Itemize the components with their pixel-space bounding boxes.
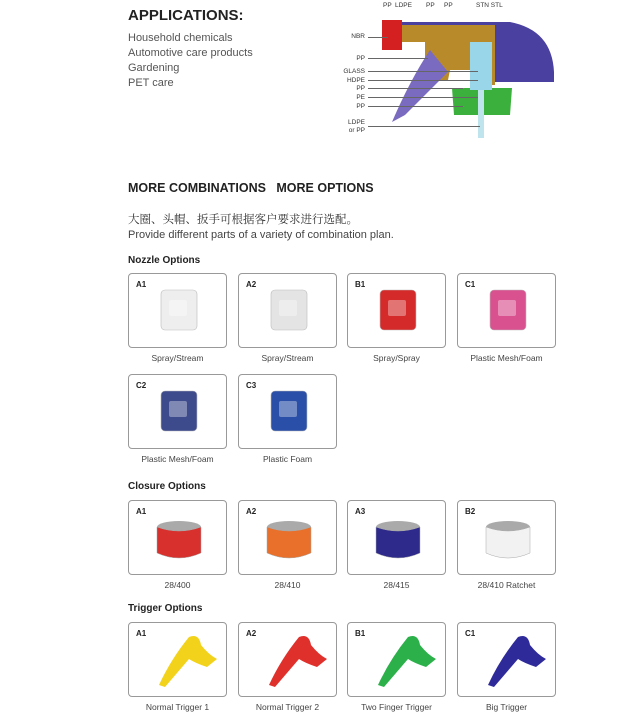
label-pp: PP — [383, 2, 392, 9]
label-ldpe: LDPE — [395, 2, 412, 9]
option-caption: 28/410 Ratchet — [477, 580, 536, 590]
label-or-pp: or PP — [348, 127, 365, 134]
description-chinese: 大圈、头帽、扳手可根据客户要求进行选配。 — [128, 212, 358, 226]
closure-options-title: Closure Options — [128, 481, 206, 492]
option-caption: Spray/Stream — [151, 353, 204, 363]
label-ldpe: LDPE — [348, 119, 365, 126]
option-caption: Normal Trigger 2 — [255, 702, 320, 712]
option-code: B2 — [465, 507, 476, 516]
option-code: A1 — [136, 629, 147, 638]
closure-option-card[interactable] — [347, 500, 446, 575]
trigger-option-card[interactable] — [128, 622, 227, 697]
label-stn-stl: STN STL — [476, 2, 503, 9]
option-code: A1 — [136, 280, 147, 289]
nozzle-option-card[interactable] — [347, 273, 446, 348]
application-item: PET care — [128, 77, 174, 89]
option-code: B1 — [355, 629, 366, 638]
nozzle-option-card[interactable] — [128, 273, 227, 348]
option-caption: Spray/Spray — [373, 353, 420, 363]
application-item: Household chemicals — [128, 32, 233, 44]
trigger-option-card[interactable] — [457, 622, 556, 697]
closure-option-card[interactable] — [128, 500, 227, 575]
applications-title: APPLICATIONS: — [128, 7, 244, 24]
option-caption: Plastic Mesh/Foam — [470, 353, 543, 363]
nozzle-option-card[interactable] — [238, 374, 337, 449]
option-code: C1 — [465, 280, 476, 289]
option-code: C2 — [136, 381, 147, 390]
option-caption: 28/400 — [164, 580, 191, 590]
option-caption: Normal Trigger 1 — [145, 702, 210, 712]
label-pe: PE — [356, 94, 365, 101]
option-code: A2 — [246, 629, 257, 638]
label-nbr: NBR — [351, 33, 365, 40]
closure-option-card[interactable] — [457, 500, 556, 575]
sprayer-cutaway-image — [330, 0, 570, 150]
option-code: A2 — [246, 507, 257, 516]
application-item: Gardening — [128, 62, 180, 74]
trigger-option-card[interactable] — [238, 622, 337, 697]
option-code: C3 — [246, 381, 257, 390]
nozzle-options-title: Nozzle Options — [128, 255, 201, 266]
label-pp: PP — [356, 55, 365, 62]
option-caption: Plastic Mesh/Foam — [141, 454, 214, 464]
option-caption: 28/415 — [383, 580, 410, 590]
label-pp: PP — [444, 2, 453, 9]
trigger-options-title: Trigger Options — [128, 603, 203, 614]
label-pp: PP — [356, 85, 365, 92]
label-glass: GLASS — [343, 68, 365, 75]
option-code: A2 — [246, 280, 257, 289]
option-code: B1 — [355, 280, 366, 289]
closure-option-card[interactable] — [238, 500, 337, 575]
applications-list — [128, 31, 253, 91]
option-caption: 28/410 — [274, 580, 301, 590]
trigger-option-card[interactable] — [347, 622, 446, 697]
nozzle-option-card[interactable] — [238, 273, 337, 348]
nozzle-option-card[interactable] — [457, 273, 556, 348]
label-pp: PP — [356, 103, 365, 110]
option-code: A1 — [136, 507, 147, 516]
more-options-title: MORE COMBINATIONS MORE OPTIONS — [128, 181, 374, 195]
trigger-sprayer-diagram — [330, 0, 570, 150]
nozzle-option-card[interactable] — [128, 374, 227, 449]
option-code: C1 — [465, 629, 476, 638]
option-caption: Plastic Foam — [262, 454, 313, 464]
description-english: Provide different parts of a variety of combination plan. — [128, 229, 394, 241]
option-caption: Spray/Stream — [261, 353, 314, 363]
option-caption: Big Trigger — [485, 702, 528, 712]
application-item: Automotive care products — [128, 47, 253, 59]
option-caption: Two Finger Trigger — [361, 702, 432, 712]
option-code: A3 — [355, 507, 366, 516]
label-pp: PP — [426, 2, 435, 9]
label-hdpe: HDPE — [346, 77, 365, 84]
